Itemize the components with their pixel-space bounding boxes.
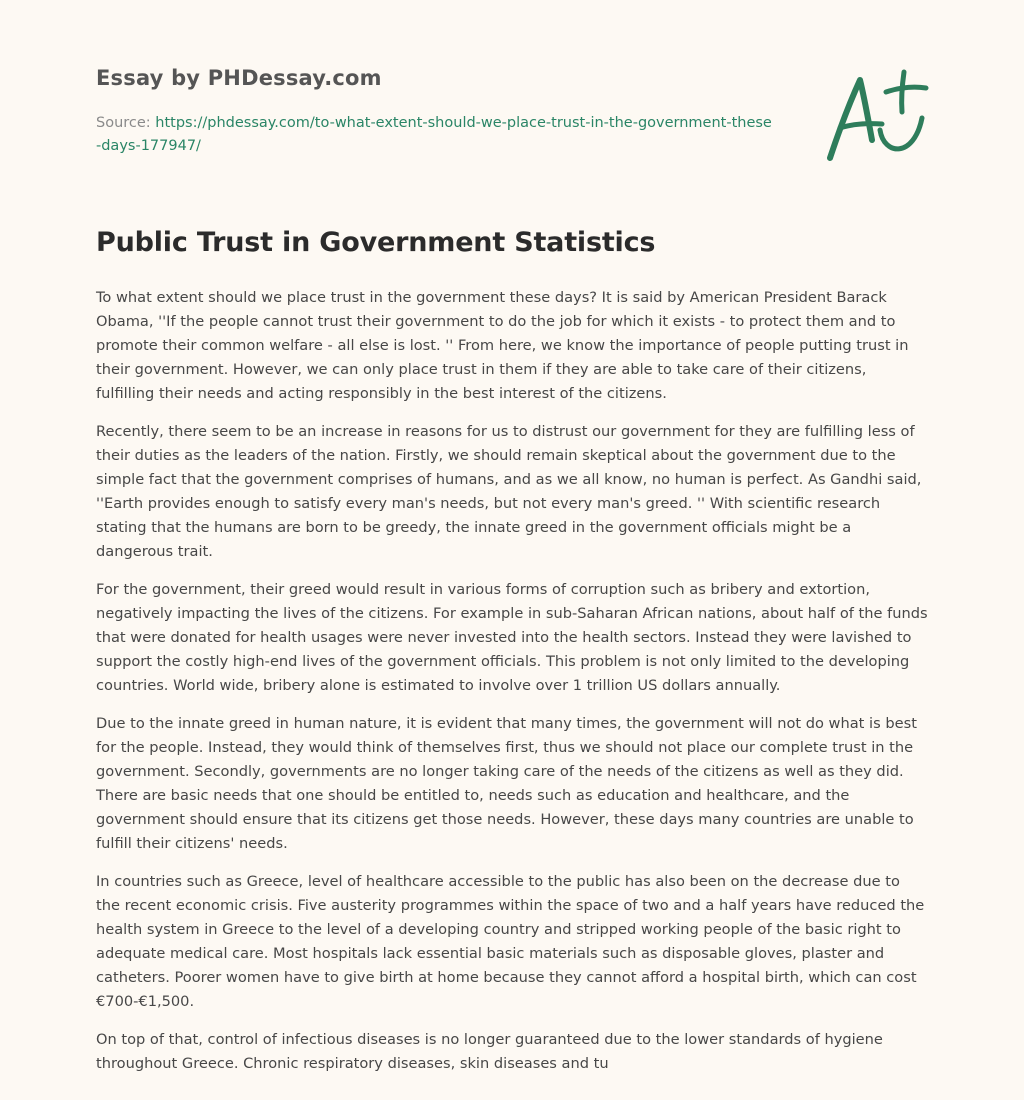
essay-paragraph: Due to the innate greed in human nature, it is evident that many times, the government will not do what is best for the people. Instead, they would think of themselves first, thus we should not place our complete trust in the government. Secondly, governments are no longer taking care of the needs of the citizens as well as they did. There are basic needs that one should be entitled to, needs such as education and healthcare, and the government should ensure that its citizens get those needs. However, these days many countries are unable to fulfill their citizens' needs. (96, 715, 917, 852)
source-line (96, 112, 776, 158)
essay-paragraph: To what extent should we place trust in the government these days? It is said by American President Barack Obama, ''If the people cannot trust their government to do the job for which it exists - to protect them and to promote their common welfare - all else is lost. '' From here, we know the importance of people putting trust in their government. However, we can only place trust in them if they are able to take care of their citizens, fulfilling their needs and acting responsibly in the best interest of the citizens. (96, 289, 909, 402)
essay-paragraph: On top of that, control of infectious diseases is no longer guaranteed due to the lower standards of hygiene throughout Greece. Chronic respiratory diseases, skin diseases and tu (96, 1031, 883, 1072)
source-label: Source: (96, 115, 156, 131)
essay-body (96, 286, 928, 1090)
essay-paragraph: For the government, their greed would result in various forms of corruption such as bribery and extortion, negatively impacting the lives of the citizens. For example in sub-Saharan African nations, about half of the funds that were donated for health usages were never invested into the health sectors. Instead they were lavished to support the costly high-end lives of the government officials. This problem is not only limited to the developing countries. World wide, bribery alone is estimated to involve over 1 trillion US dollars annually. (96, 581, 928, 694)
essay-title: Public Trust in Government Statistics (96, 227, 656, 258)
site-brand: Essay by PHDessay.com (96, 66, 382, 90)
source-link[interactable]: https://phdessay.com/to-what-extent-should-we-place-trust-in-the-government-these-days-177947/ (96, 115, 772, 154)
essay-paragraph: In countries such as Greece, level of healthcare accessible to the public has also been on the decrease due to the recent economic crisis. Five austerity programmes within the space of two and a half years have reduced the health system in Greece to the level of a developing country and stripped working people of the basic right to adequate medical care. Most hospitals lack essential basic materials such as disposable gloves, plaster and catheters. Poorer women have to give birth at home because they cannot afford a hospital birth, which can cost €700-€1,500. (96, 873, 925, 1010)
a-plus-grade-icon (822, 66, 932, 166)
essay-paragraph: Recently, there seem to be an increase in reasons for us to distrust our government for they are fulfilling less of their duties as the leaders of the nation. Firstly, we should remain skeptical about the government due to the simple fact that the government comprises of humans, and as we all know, no human is perfect. As Gandhi said, ''Earth provides enough to satisfy every man's needs, but not every man's greed. '' With scientific research stating that the humans are born to be greedy, the innate greed in the government officials might be a dangerous trait. (96, 423, 922, 560)
